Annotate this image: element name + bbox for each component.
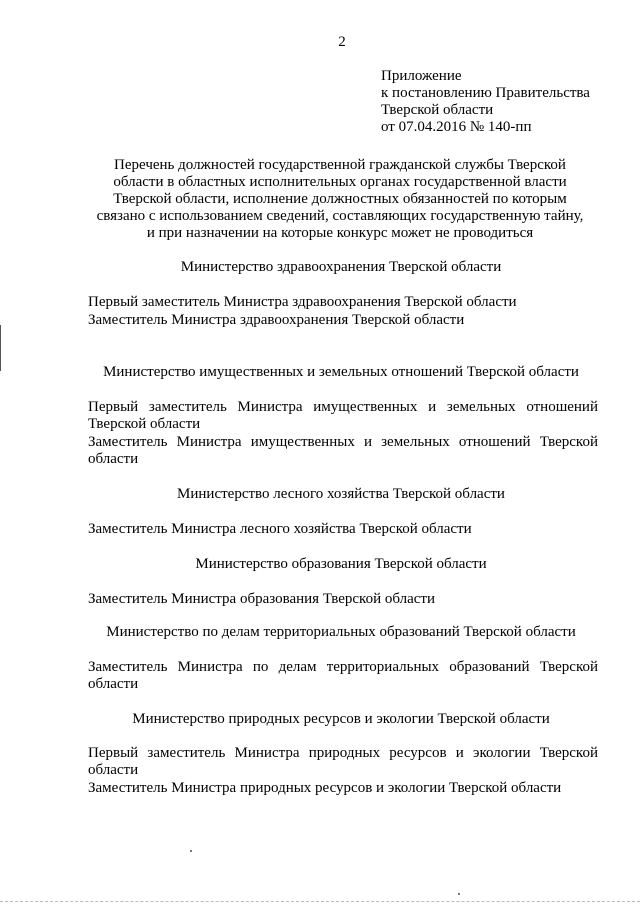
section-heading: Министерство здравоохранения Тверской области — [180, 259, 502, 275]
appendix-line: от 07.04.2016 № 140-пп — [381, 119, 532, 135]
position-entry: Заместитель Министра образования Тверской области — [88, 591, 435, 607]
appendix-line: к постановлению Правительства — [381, 85, 590, 101]
section-heading: Министерство имущественных и земельных отношений Тверской области — [103, 364, 579, 380]
page-number: 2 — [338, 34, 346, 50]
position-entry: Заместитель Министра по делам территориальных образований Тверской области — [88, 659, 598, 692]
position-entry: Заместитель Министра здравоохранения Тверской области — [88, 312, 465, 328]
scan-dot — [458, 893, 460, 895]
section-heading: Министерство лесного хозяйства Тверской области — [177, 486, 505, 502]
appendix-line: Приложение — [381, 68, 462, 84]
scan-bottom-line — [0, 901, 640, 903]
document-title — [80, 157, 600, 242]
scan-edge-mark — [0, 325, 1, 371]
title-line: Тверской области, исполнение должностных обязанностей по которым — [113, 191, 567, 207]
position-entry: Первый заместитель Министра природных ресурсов и экологии Тверской области — [88, 745, 598, 778]
appendix-line: Тверской области — [381, 102, 494, 118]
section-heading: Министерство природных ресурсов и экологии Тверской области — [132, 711, 550, 727]
title-line: Перечень должностей государственной гражданской службы Тверской — [114, 157, 566, 173]
title-line: и при назначении на которые конкурс может не проводиться — [146, 225, 534, 241]
appendix-block — [381, 68, 621, 136]
section-heading: Министерство по делам территориальных образований Тверской области — [106, 624, 576, 640]
position-entry: Заместитель Министра лесного хозяйства Тверской области — [88, 521, 472, 537]
title-line: связано с использованием сведений, составляющих государственную тайну, — [96, 208, 584, 224]
title-line: области в областных исполнительных органах государственной власти — [113, 174, 567, 190]
position-entry: Заместитель Министра природных ресурсов и экологии Тверской области — [88, 780, 562, 796]
scan-dot — [190, 850, 192, 852]
position-entry: Заместитель Министра имущественных и земельных отношений Тверской области — [88, 434, 598, 467]
position-entry: Первый заместитель Министра здравоохранения Тверской области — [88, 294, 517, 310]
position-entry: Первый заместитель Министра имущественных и земельных отношений Тверской области — [88, 399, 598, 432]
section-heading: Министерство образования Тверской области — [195, 556, 487, 572]
